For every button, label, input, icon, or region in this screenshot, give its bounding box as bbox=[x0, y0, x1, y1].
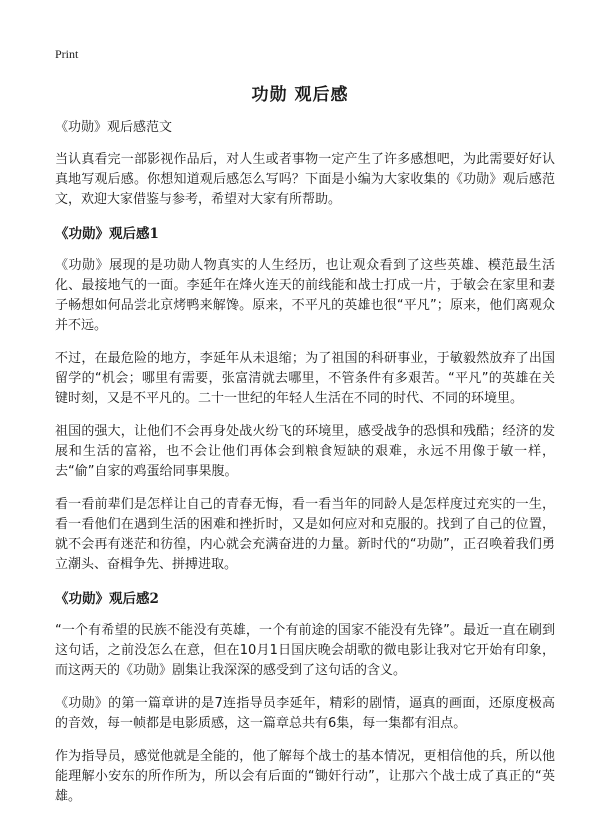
paragraph: 《功勋》的第一篇章讲的是7连指导员李延年，精彩的剧情，逼真的画面，还原度极高的音效，每一帧都是电影质感，这一篇章总共有6集，每一集都有泪点。 bbox=[55, 696, 555, 731]
page-title: 功勋 观后感 bbox=[251, 85, 349, 105]
paragraph: 祖国的强大，让他们不会再身处战火纷飞的环境里，感受战争的恐惧和残酷；经济的发展和生活的富裕，也不会让他们再体会到粮食短缺的艰难，永远不用像于敏一样，去“偷”自家的鸡蛋给同事果腹。 bbox=[55, 424, 555, 479]
section-1 bbox=[55, 223, 555, 575]
section-heading: 《功勋》观后感2 bbox=[55, 591, 159, 607]
paragraph: 《功勋》展现的是功勋人物真实的人生经历，也让观众看到了这些英雄、模范最生活化、最接地气的一面。李延年在烽火连天的前线能和战士打成一片，于敏会在家里和妻子畅想如何品尝北京烤鸭来解馋。原来，不平凡的英雄也很“平凡”；原来，他们离观众并不远。 bbox=[55, 258, 555, 333]
paragraph: 不过，在最危险的地方，李延年从未退缩；为了祖国的科研事业，于敏毅然放弃了出国留学的“机会；哪里有需要，张富清就去哪里，不管条件有多艰苦。“平凡”的英雄在关键时刻，又是不平凡的。二十一世纪的年轻人生活在不同的时代、不同的环境里。 bbox=[55, 351, 555, 406]
paragraph: 看一看前辈们是怎样让自己的青春无悔，看一看当年的同龄人是怎样度过充实的一生，看一看他们在遇到生活的困难和挫折时，又是如何应对和克服的。找到了自己的位置，就不会再有迷茫和彷徨，内心就会充满奋进的力量。新时代的“功勋”，正召唤着我们勇立潮头、奋楫争先、拼搏进取。 bbox=[55, 497, 555, 572]
paragraph: “一个有希望的民族不能没有英雄，一个有前途的国家不能没有先锋”。最近一直在刷到这句话，之前没怎么在意，但在10月1日国庆晚会胡歌的微电影让我对它开始有印象，而这两天的《功勋》剧集让我深深的感受到了这句话的含义。 bbox=[55, 623, 555, 678]
paragraph: 作为指导员，感觉他就是全能的，他了解每个战士的基本情况，更相信他的兵，所以他能理解小安东的所作所为，所以会有后面的“锄奸行动”，让那六个战士成了真正的“英雄。 bbox=[55, 749, 555, 804]
print-link[interactable]: Print bbox=[55, 47, 79, 61]
section-heading: 《功勋》观后感1 bbox=[55, 226, 159, 242]
document-subtitle: 《功勋》观后感范文 bbox=[55, 120, 173, 135]
section-2 bbox=[55, 588, 555, 807]
intro-paragraph: 当认真看完一部影视作品后，对人生或者事物一定产生了许多感想吧，为此需要好好认真地写观后感。你想知道观后感怎么写吗？下面是小编为大家收集的《功勋》观后感范文，欢迎大家借鉴与参考，希望对大家有所帮助。 bbox=[55, 152, 555, 207]
document-body bbox=[55, 118, 555, 820]
